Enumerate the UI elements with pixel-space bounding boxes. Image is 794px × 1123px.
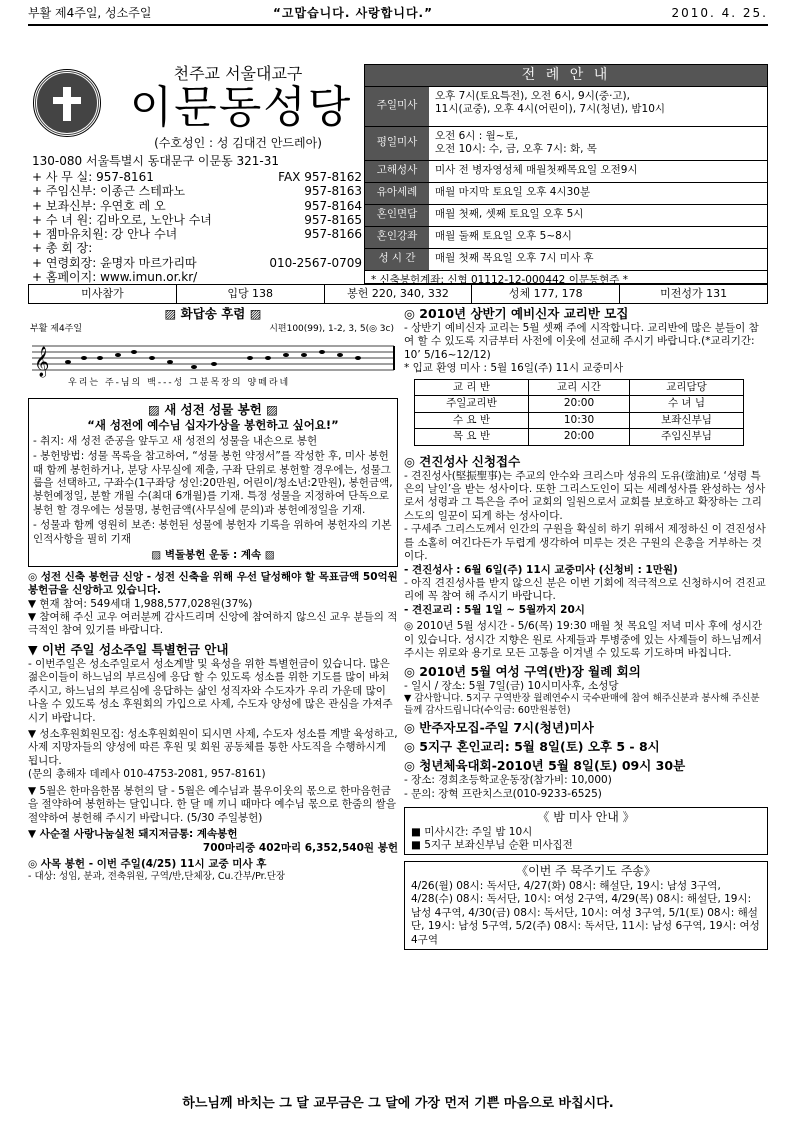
contact-row: + 총 회 장: [32,241,93,256]
confirmation-section: ◎ 견진성사 신청접수 - 견진성사(堅振聖事)는 주교의 안수와 크리스마 성유의 도유(塗油)로 ‘성령 특은의 날인’을 받는 성사이다. 또한 그리스도인이 되는 세례성사를 완성하는 성사로서 성령과 그 특은을 주어 교회의 일원으로서 교회를 보호하고 확장하는 그리스도의 일꾼이 되게 하는 성사이다. - 구세주 그리스도께서 인간의 구원을 확실히 하기 위해서 제정하신 이 견진성사를 소홀히 여긴다든가 두렵게 생각하여 미루는 것은 구원의 은총을 거부하는 것이다. - 견진성사 : 6월 6일(주) 11시 교중미사 (신청비 : 1만원) - 아직 견진성사를 받지 않으신 분은 이번 기회에 적극적으로 신청하시어 견진교리에 꼭 참여 해 주시기 바랍니다. - 견진교리 : 5월 1일 ~ 5월까지 20시 [404,453,766,616]
rosary-box [404,861,768,950]
left-news [28,571,398,884]
psalm-score: 부활 제4주일 시편100(99), 1-2, 3, 5(◎ 3c) 𝄞 우리는 주-님의 백---성 그분목장의 양떼라네 [28,322,398,394]
parish-info [28,64,364,284]
stat-cell: 미사참가 [29,285,177,303]
footer-message: 하느님께 바치는 그 달 교무금은 그 달에 가장 먼저 기쁜 마음으로 바칩시다. [182,1096,614,1111]
stat-cell: 성체 177, 178 [472,285,620,303]
accompanist-recruit: ◎ 반주자모집-주일 7시(청년)미사 [404,720,594,736]
mass-row-marriage-class: 혼인강좌 매월 둘째 토요일 오후 5~8시 [365,227,767,249]
news-item: ▼ 성소후원회원모집: 성소후원회원이 되시면 사제, 수도자 성소를 계발 육성하고, 사제 지망자들의 양성에 따른 후원 및 회원 공동체를 통한 사도직을 수행하시게 됩니다. (문의 총해자 데레사 010-4753-2081, 957-8161) [28,728,398,781]
parish-name: 이문동성당 [129,82,353,133]
homepage-link[interactable]: + 홈페이지: www.imun.or.kr/ [32,270,198,285]
rosary-schedule: 4/26(월) 08시: 독서단, 4/27(화) 08시: 해설단, 19시: 남성 3구역, 4/28(수) 08시: 독서단, 10시: 여성 2구역, 4/29(목) 08시: 해설단, 19시: 남성 4구역, 4/30(금) 08시: 독서단, 10시: 여성 3구역, 5/1(토) 08시: 해설단, 19시: 남성 5구역, 5/2(주) 08시: 독서단, 11시: 남성 6구역, 19시: 여성 4구역 [411,879,760,946]
mass-stats-bar [28,284,768,304]
contact-row: + 주임신부: 이종근 스테파노 957-8163 [32,184,362,199]
news-item: ◎ 성전 신축 봉헌금 신앙 - 성전 신축을 위해 우선 달성해야 할 목표금액 50억원 봉헌금을 신앙하고 있습니다. ▼ 현재 참여: 549세대 1,988,577,028원(37%) ▼ 참여해 주신 교우 여러분께 감사드리며 신앙에 참여하지 않으신 교우 분들의 적극적인 참여 있기를 바랍니다. [28,570,398,637]
catechism-table [414,379,744,446]
night-mass-title: 《 밤 미사 안내 》 [537,810,635,825]
mass-row-sunday: 주일미사 오후 7시(토요특전), 오전 6시, 9시(중·고), 11시(교중), 오후 4시(어린이), 7시(청년), 밤10시 [365,87,767,127]
hymn-title: ▨ 화답송 후렴 ▨ [164,306,262,321]
mass-row-weekday: 평일미사 오전 6시 : 월~토, 오전 10시: 수, 금, 오후 7시: 화, 목 [365,127,767,161]
right-column [404,306,768,950]
patron-saint: (수호성인 : 성 김대건 안드레아) [154,136,322,150]
stat-cell: 봉헌 220, 340, 332 [325,285,473,303]
welcome-mass: * 입교 환영 미사 : 5월 16일(주) 11시 교중미사 [404,362,624,375]
left-column [28,306,398,884]
marriage-class-notice: ◎ 5지구 혼인교리: 5월 8일(토) 오후 5 - 8시 [404,739,660,755]
contact-list [32,170,362,284]
diocese-name: 천주교 서울대교구 [173,64,303,83]
rosary-title: 《이번 주 묵주기도 주송》 [516,864,656,879]
night-mass-celebrant: ■ 5지구 보좌신부님 순환 미사집전 [411,839,573,852]
catechism-text: - 상반기 예비신자 교리는 5월 셋째 주에 시작합니다. 교리반에 많은 분들이 참여 할 수 있도록 지금부터 사전에 이웃에 선교해 주시기 바랍니다.(*교리기간: 10’ 5/16~12/12) [404,322,759,361]
offering-purpose: - 취지: 새 성전 준공을 앞두고 새 성전의 성물을 내손으로 봉헌 [33,434,318,447]
offering-title: ▨ 새 성전 성물 봉헌 ▨ [148,402,278,417]
offering-box [28,398,398,567]
header-bar [28,4,768,22]
table-row: 주일교리반 20:00 수 녀 님 [415,396,744,412]
mass-row-baptism: 유아세례 매월 마지막 토요일 오후 4시30분 [365,183,767,205]
svg-text:𝄞: 𝄞 [34,347,50,377]
sports-day-section: ◎ 청년체육대회-2010년 5월 8일(토) 09시 30분 - 장소: 경희초등학교운동장(참가비: 10,000) - 문의: 장혁 프란치스코(010-9233-6525) [404,758,686,800]
table-row: 목 요 반 20:00 주임신부님 [415,429,744,445]
mass-row-holy-hour: 성 시 간 매월 첫째 목요일 오후 7시 미사 후 [365,249,767,271]
contact-row: + 사 무 실: 957-8161 FAX 957-8162 [32,170,362,184]
liturgical-day: 부활 제4주일, 성소주일 [28,6,152,20]
night-mass-time: ■ 미사시간: 주일 밤 10시 [411,825,533,838]
building-fund-account: * 신축봉헌계좌: 신협 01112-12-000442 이문동현주 * [371,274,629,286]
women-meeting-section: ◎ 2010년 5월 여성 구역(반)장 월례 회의 - 일시 / 장소: 5월 7일(금) 10시미사후, 소성당 ▼ 감사합니다. 5지구 구역반장 월례연수시 국수판매에 참여 해주신분과 봉사해 주신분들께 감사드립니다(수익금: 60만원봉헌) [404,663,760,717]
news-item: ◎ 사목 봉헌 - 이번 주일(4/25) 11시 교중 미사 후 - 대상: 성임, 분과, 전축위원, 구역/반,단체장, Cu.간부/Pr.단장 [28,857,286,883]
brick-offering-note: ▨ 벽돌봉헌 운동 : 계속 ▨ [151,549,275,562]
contact-row: + 수 녀 원: 김바오로, 노안나 수녀 957-8165 [32,212,362,227]
mass-row-marriage-interview: 혼인면담 매월 첫째, 셋째 토요일 오후 5시 [365,205,767,227]
news-item: ▼ 5월은 한마음한몸 봉헌의 달 - 5월은 예수님과 불우이웃의 몫으로 한마음헌금을 절약하여 봉헌하는 달입니다. 한 달 매 끼니 때마다 예수님 몫으로 한줌의 쌀을 절약하여 봉헌해 주시기 바랍니다. (5/30 주일봉헌) [28,784,396,824]
news-item: ▼ 사순절 사랑나눔실천 돼지저금통: 계속봉헌 700마리중 402마리 6,352,540원 봉헌 [28,828,398,854]
news-item: ▼ 이번 주일 성소주일 특별헌금 안내 - 이번주일은 성소주일로서 성소계발 및 육성을 위한 특별헌금이 있습니다. 많은 젊은이들이 하느님의 부르심에 응답 할 수 있도록 성소를 위한 기도를 많이 바쳐 주시고, 하느님의 부르심에 응답하는 삶인 성직자와 수도자가 우리 가운데 많이 나올 수 있도록 성소 후원회의 가입으로 사제, 수도자 양성에 많은 관심을 가져주시기 바랍니다. [28,641,393,724]
table-header: 교 리 반 교리 시간 교리담당 [415,379,744,395]
offering-quote: “새 성전에 예수님 십자가상을 봉헌하고 싶어요!” [87,418,339,432]
contact-row: + 보좌신부: 우연호 레 오 957-8164 [32,198,362,213]
liturgy-title: 전 례 안 내 [365,65,767,87]
parish-address: 130-080 서울특별시 동대문구 이문동 321-31 [32,154,280,168]
parish-seal-icon [34,70,100,136]
offering-method: - 봉헌방법: 성물 목록을 참고하여, “성물 봉헌 약정서”를 작성한 후, 미사 봉헌때 함께 봉헌하거나, 분당 사무실에 제출, 구좌 단위로 봉헌할 경우에는, 성물그룹을 선택하고, 구좌수(1구좌당 성인:20만원, 어린이/청소년:2만원), 봉헌금액, 봉헌예정일, 분할 개월 수(최대 6개월)를 기재. 특정 성물을 지정하여 단독으로 봉헌 할 경우에는 성물명, 봉헌금액(사무실에 문의)과 봉헌예정일을 기재. [33,450,393,516]
holy-hour-section: ◎ 2010년 5월 성시간 - 5/6(목) 19:30 매월 첫 목요일 저녁 미사 후에 성시간이 있습니다. 성시간 지향은 원로 사제들과 투병중에 있는 사제들이 하느님께서 주시는 위로와 용기로 모든 고통을 이겨낼 수 있도록 기도하며 바칩니다. [404,620,763,660]
contact-row: + 젬마유치원: 강 안나 수녀 957-8166 [32,227,362,242]
issue-date: 2010. 4. 25. [671,6,768,20]
stat-cell: 입당 138 [177,285,325,303]
mass-row-confession: 고해성사 미사 전 병자영성체 매월첫째목요일 오전9시 [365,161,767,183]
stat-cell: 미전성가 131 [660,287,728,300]
offering-preserve: - 성물과 함께 영원히 보존: 봉헌된 성물에 봉헌자 기록을 위하여 봉헌자의 기본인적사항을 필히 기재 [33,519,392,545]
contact-row: + 연령회장: 윤명자 마르가리따 010-2567-0709 [32,255,362,270]
table-row: 수 요 반 10:30 보좌신부님 [415,412,744,428]
header-slogan: “고맙습니다. 사랑합니다.” [273,6,433,20]
night-mass-box [404,807,768,855]
catechism-heading: ◎ 2010년 상반기 예비신자 교리반 모집 [404,306,629,321]
liturgy-guide [364,64,768,284]
